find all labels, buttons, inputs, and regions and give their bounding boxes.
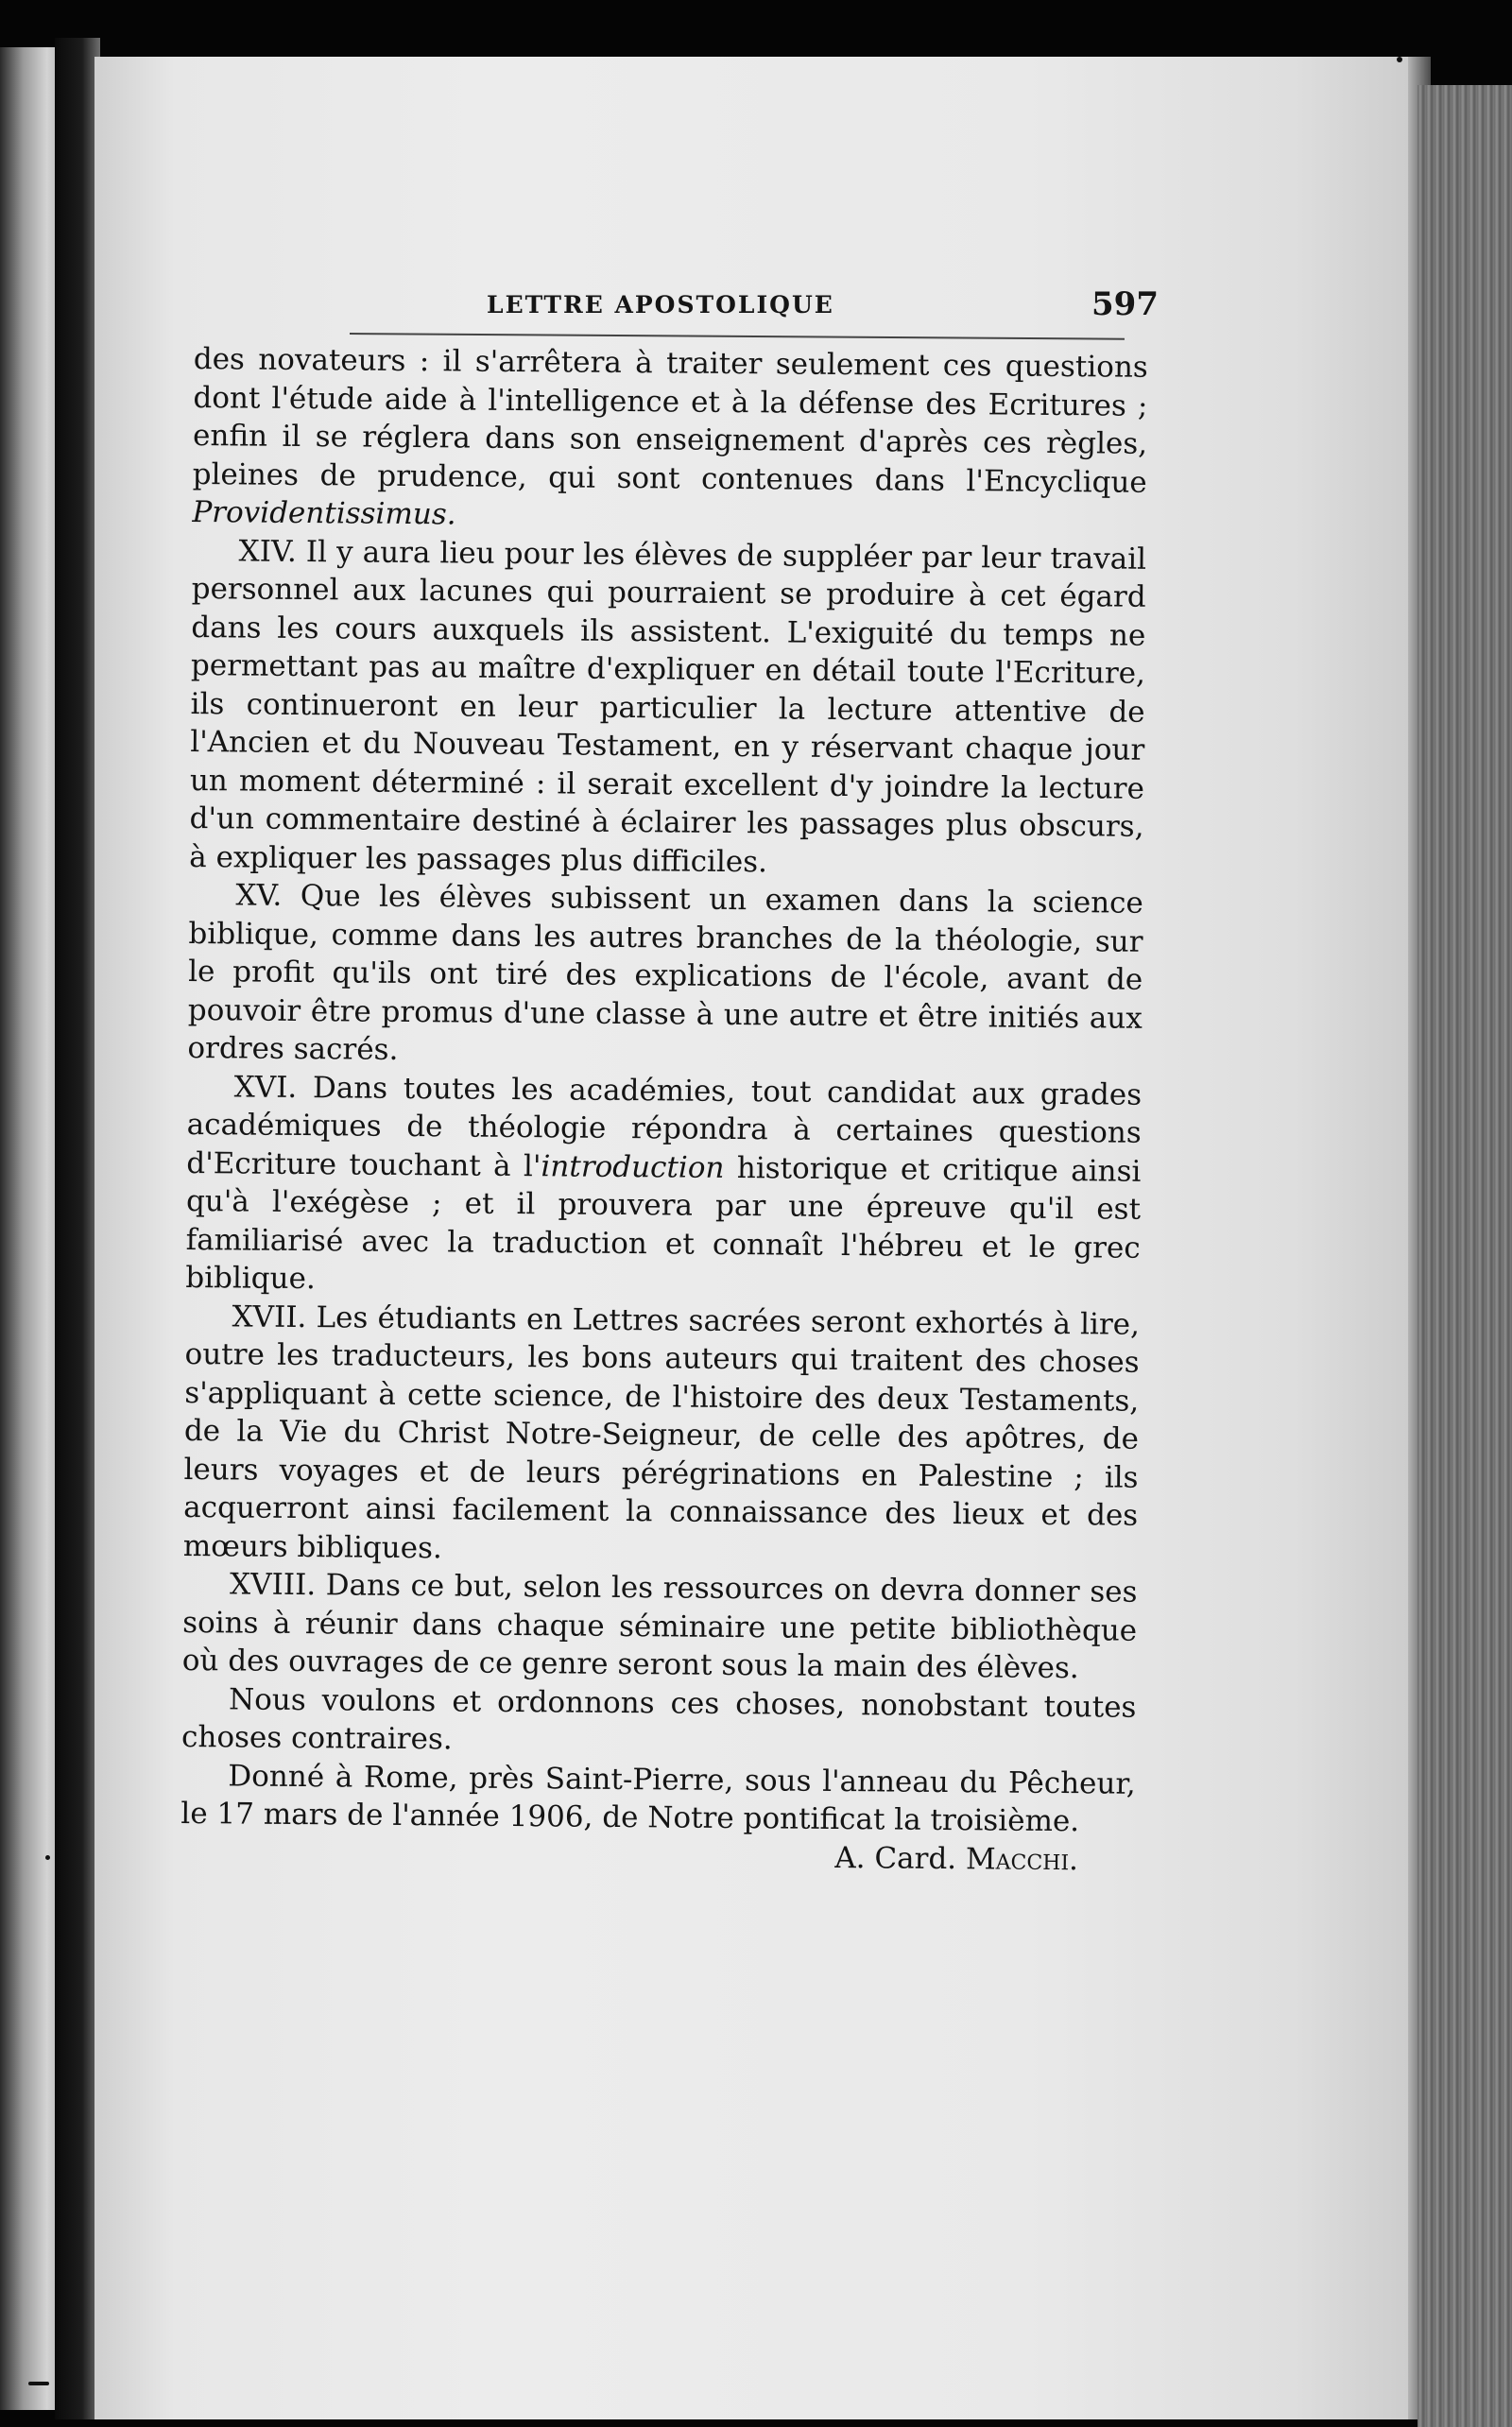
paragraph-xviii: XVIII. Dans ce but, selon les ressources on devra donner ses soins à réunir dans chaque séminaire une petite bibliothèque où des ouvrages de ce genre seront sous la main des élèves.	[181, 1567, 1138, 1686]
scan-speck	[45, 1855, 50, 1860]
running-title: LETTRE APOSTOLIQUE	[487, 291, 834, 318]
book-gutter	[55, 38, 100, 2419]
paragraph-continuation	[192, 340, 1148, 540]
paragraph-dating: Donné à Rome, près Saint-Pierre, sous l'anneau du Pêcheur, le 17 mars de l'année 1906, de Notre pontificat la troisième.	[180, 1758, 1136, 1839]
paragraph-text: historique et critique ainsi qu'à l'exégèse ; et il prouvera par une épreuve qu'il est familiarisé avec la traduction et connaît l'hébreu et le grec biblique.	[185, 1150, 1142, 1297]
paragraph-xv: XV. Que les élèves subissent un examen dans la science biblique, comme dans les autres branches de la théologie, sur le profit qu'ils ont tiré des explications de l'école, avant de pouvoir être promus d'une classe à une autre et être initiés aux ordres sacrés.	[187, 878, 1143, 1067]
paragraph-xiv: XIV. Il y aura lieu pour les élèves de suppléer par leur travail personnel aux lacunes qui pourraient se produire à cet égard dans les cours auxquels ils assistent. L'exiguité du temps ne permettant pas au maître d'expliquer en détail toute l'Ecriture, ils continueront en leur particulier la lecture attentive de l'Ancien et du Nouveau Testament, en y réservant chaque jour un moment déterminé : il serait excellent d'y joindre la lecture d'un commentaire destiné à éclairer les passages plus obscurs, à expliquer les passages plus difficiles.	[189, 533, 1147, 879]
body-text	[180, 340, 1148, 1880]
scan-speck	[1397, 57, 1402, 62]
paragraph-xvi	[185, 1067, 1142, 1305]
italic-term: introduction	[541, 1148, 725, 1185]
signature-prefix: A. Card.	[834, 1840, 967, 1876]
paragraph-conclusion: Nous voulons et ordonnons ces choses, nonobstant toutes choses contraires.	[180, 1681, 1137, 1757]
paragraph-text: des novateurs : il s'arrêtera à traiter seulement ces questions dont l'étude aide à l'intelligence et à la défense des Ecritures ; enfin il se réglera dans son enseignement d'après ces règles, pleines de prudence, qui sont contenues dans l'Encyclique	[192, 341, 1148, 500]
paragraph-text: XVI. Dans toutes les académies, tout candidat aux grades académiques de théologie répondra à certaines questions d'Ecriture touchant à l'	[186, 1069, 1143, 1183]
signature-name: Macchi.	[965, 1841, 1079, 1877]
facing-page-edge	[0, 47, 59, 2410]
scan-speck	[28, 2382, 49, 2385]
paragraph-xvii: XVII. Les étudiants en Lettres sacrées seront exhortés à lire, outre les traducteurs, les bons auteurs qui traitent des choses s'appliquant à cette science, de l'histoire des deux Testaments, de la Vie du Christ Notre-Seigneur, de celle des apôtres, de leurs voyages et de leurs pérégrinations en Palestine ; ils acquerront ainsi facilement la connaissance des lieux et des mœurs bibliques.	[182, 1299, 1141, 1565]
page-number: 597	[1091, 285, 1159, 323]
encyclical-title: Providentissimus.	[192, 494, 456, 532]
page-stack-edges	[1418, 85, 1512, 2427]
page-header	[487, 285, 1159, 327]
